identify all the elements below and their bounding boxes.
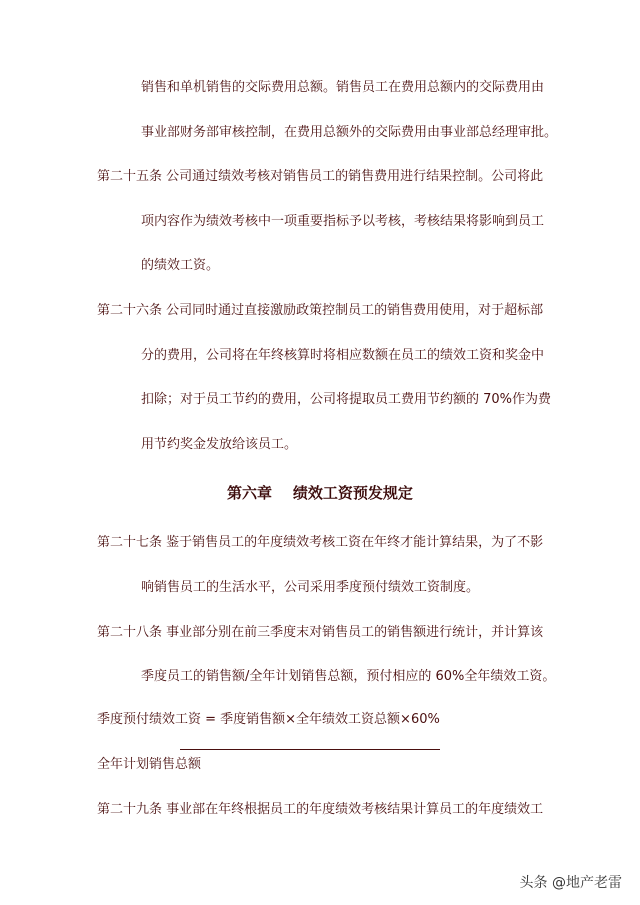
- article-27-line: 第二十七条 鉴于销售员工的年度绩效考核工资在年终才能计算结果，为了不影: [97, 535, 544, 550]
- paragraph-line: 分的费用，公司将在年终核算时将相应数额在员工的绩效工资和奖金中: [141, 348, 545, 363]
- article-25-line: 第二十五条 公司通过绩效考核对销售员工的销售费用进行结果控制。公司将此: [97, 169, 544, 184]
- chapter-title: 第六章 绩效工资预发规定: [227, 484, 413, 502]
- paragraph-line: 用节约奖金发放给该员工。: [141, 437, 298, 452]
- paragraph-line: 的绩效工资。: [141, 258, 220, 273]
- paragraph-line: 响销售员工的生活水平，公司采用季度预付绩效工资制度。: [141, 580, 480, 595]
- article-29-line: 第二十九条 事业部在年终根据员工的年度绩效考核结果计算员工的年度绩效工: [97, 802, 544, 817]
- formula-numerator: 季度预付绩效工资 = 季度销售额×全年绩效工资总额×60%: [97, 712, 440, 727]
- paragraph-line: 事业部财务部审核控制，在费用总额外的交际费用由事业部总经理审批。: [141, 125, 558, 140]
- formula-denominator: 全年计划销售总额: [97, 757, 202, 772]
- watermark: 头条 @地产老雷: [519, 875, 622, 891]
- paragraph-line: 季度员工的销售额/全年计划销售总额，预付相应的 60%全年绩效工资。: [141, 669, 556, 684]
- paragraph-line: 销售和单机销售的交际费用总额。销售员工在费用总额内的交际费用由: [141, 80, 545, 95]
- paragraph-line: 扣除；对于员工节约的费用，公司将提取员工费用节约额的 70%作为费: [141, 392, 552, 407]
- article-26-line: 第二十六条 公司同时通过直接激励政策控制员工的销售费用使用，对于超标部: [97, 303, 544, 318]
- paragraph-line: 项内容作为绩效考核中一项重要指标予以考核，考核结果将影响到员工: [141, 214, 545, 229]
- article-28-line: 第二十八条 事业部分别在前三季度末对销售员工的销售额进行统计，并计算该: [97, 625, 544, 640]
- formula-fraction-bar: [180, 749, 440, 750]
